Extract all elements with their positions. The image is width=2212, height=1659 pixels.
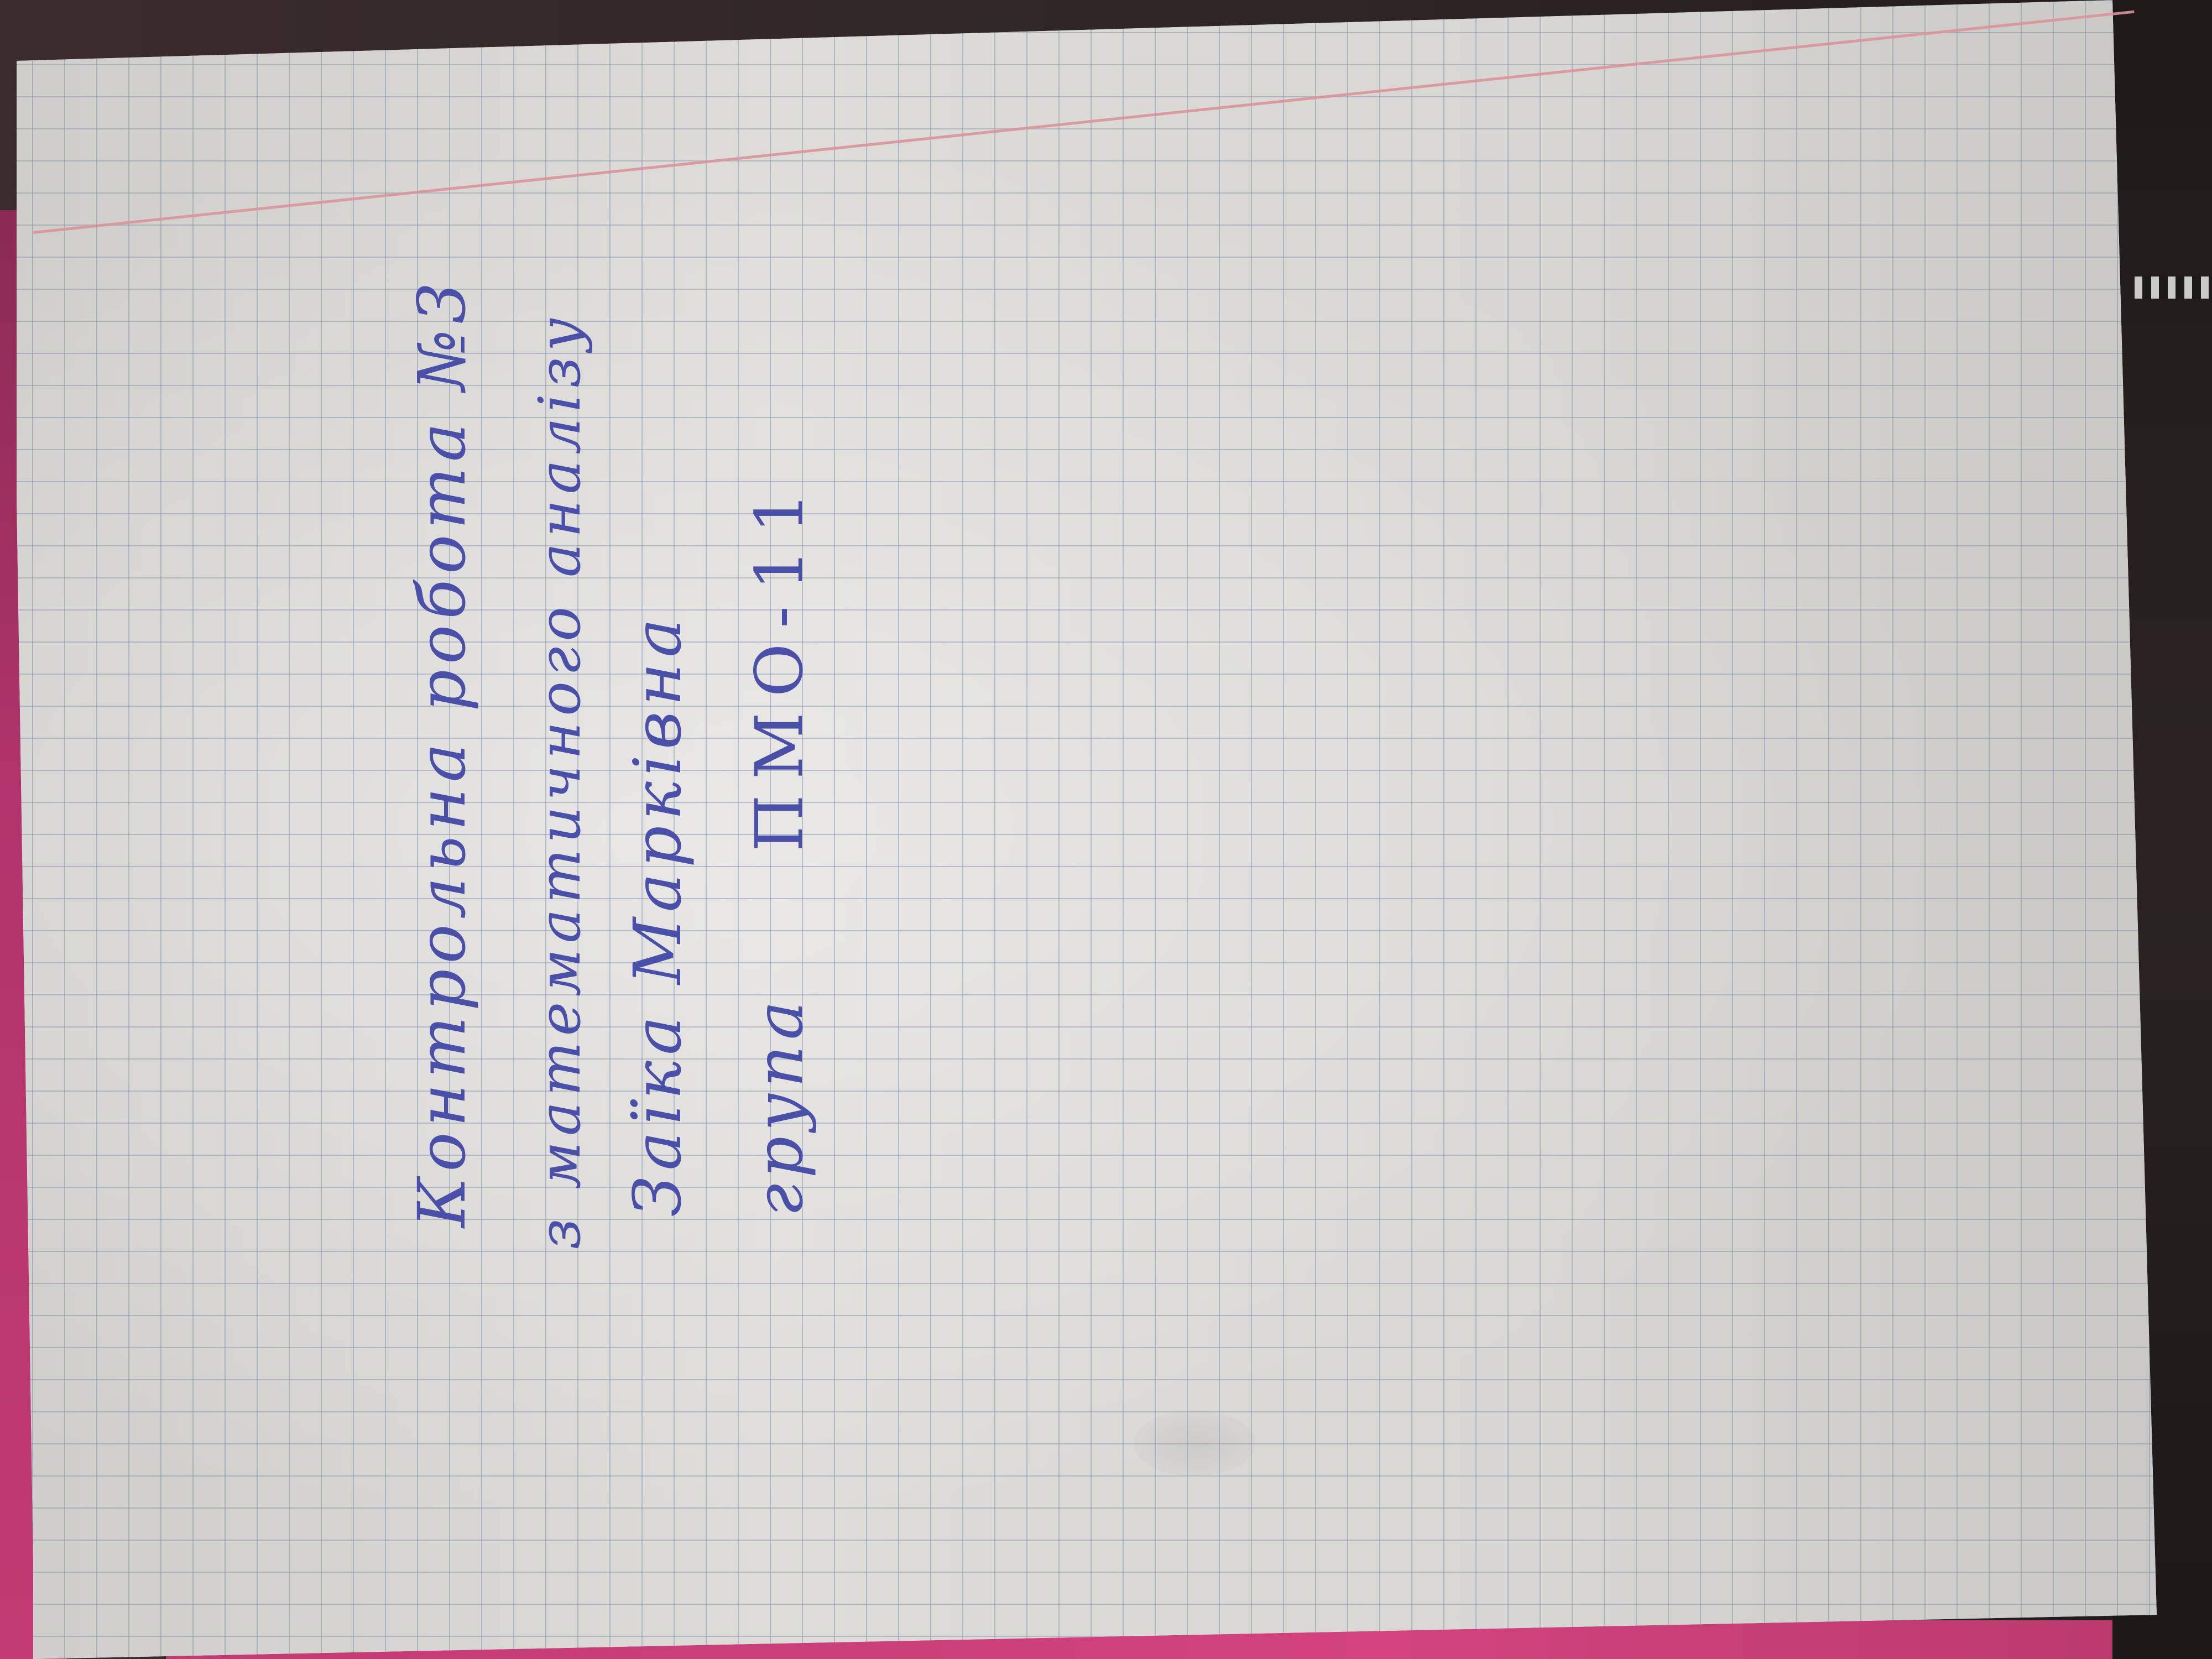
subject-line: з математичного аналізу bbox=[526, 312, 593, 1250]
student-name-line: Заїка Марківна bbox=[619, 613, 696, 1217]
striped-object bbox=[2135, 276, 2212, 299]
paper-scuff bbox=[1134, 1410, 1255, 1477]
group-line bbox=[741, 476, 817, 1217]
group-code: ПМО-11 bbox=[741, 476, 817, 852]
title-line: Контрольна робота №3 bbox=[404, 276, 480, 1228]
group-label: група bbox=[741, 995, 817, 1217]
handwritten-title-block bbox=[404, 276, 817, 1250]
